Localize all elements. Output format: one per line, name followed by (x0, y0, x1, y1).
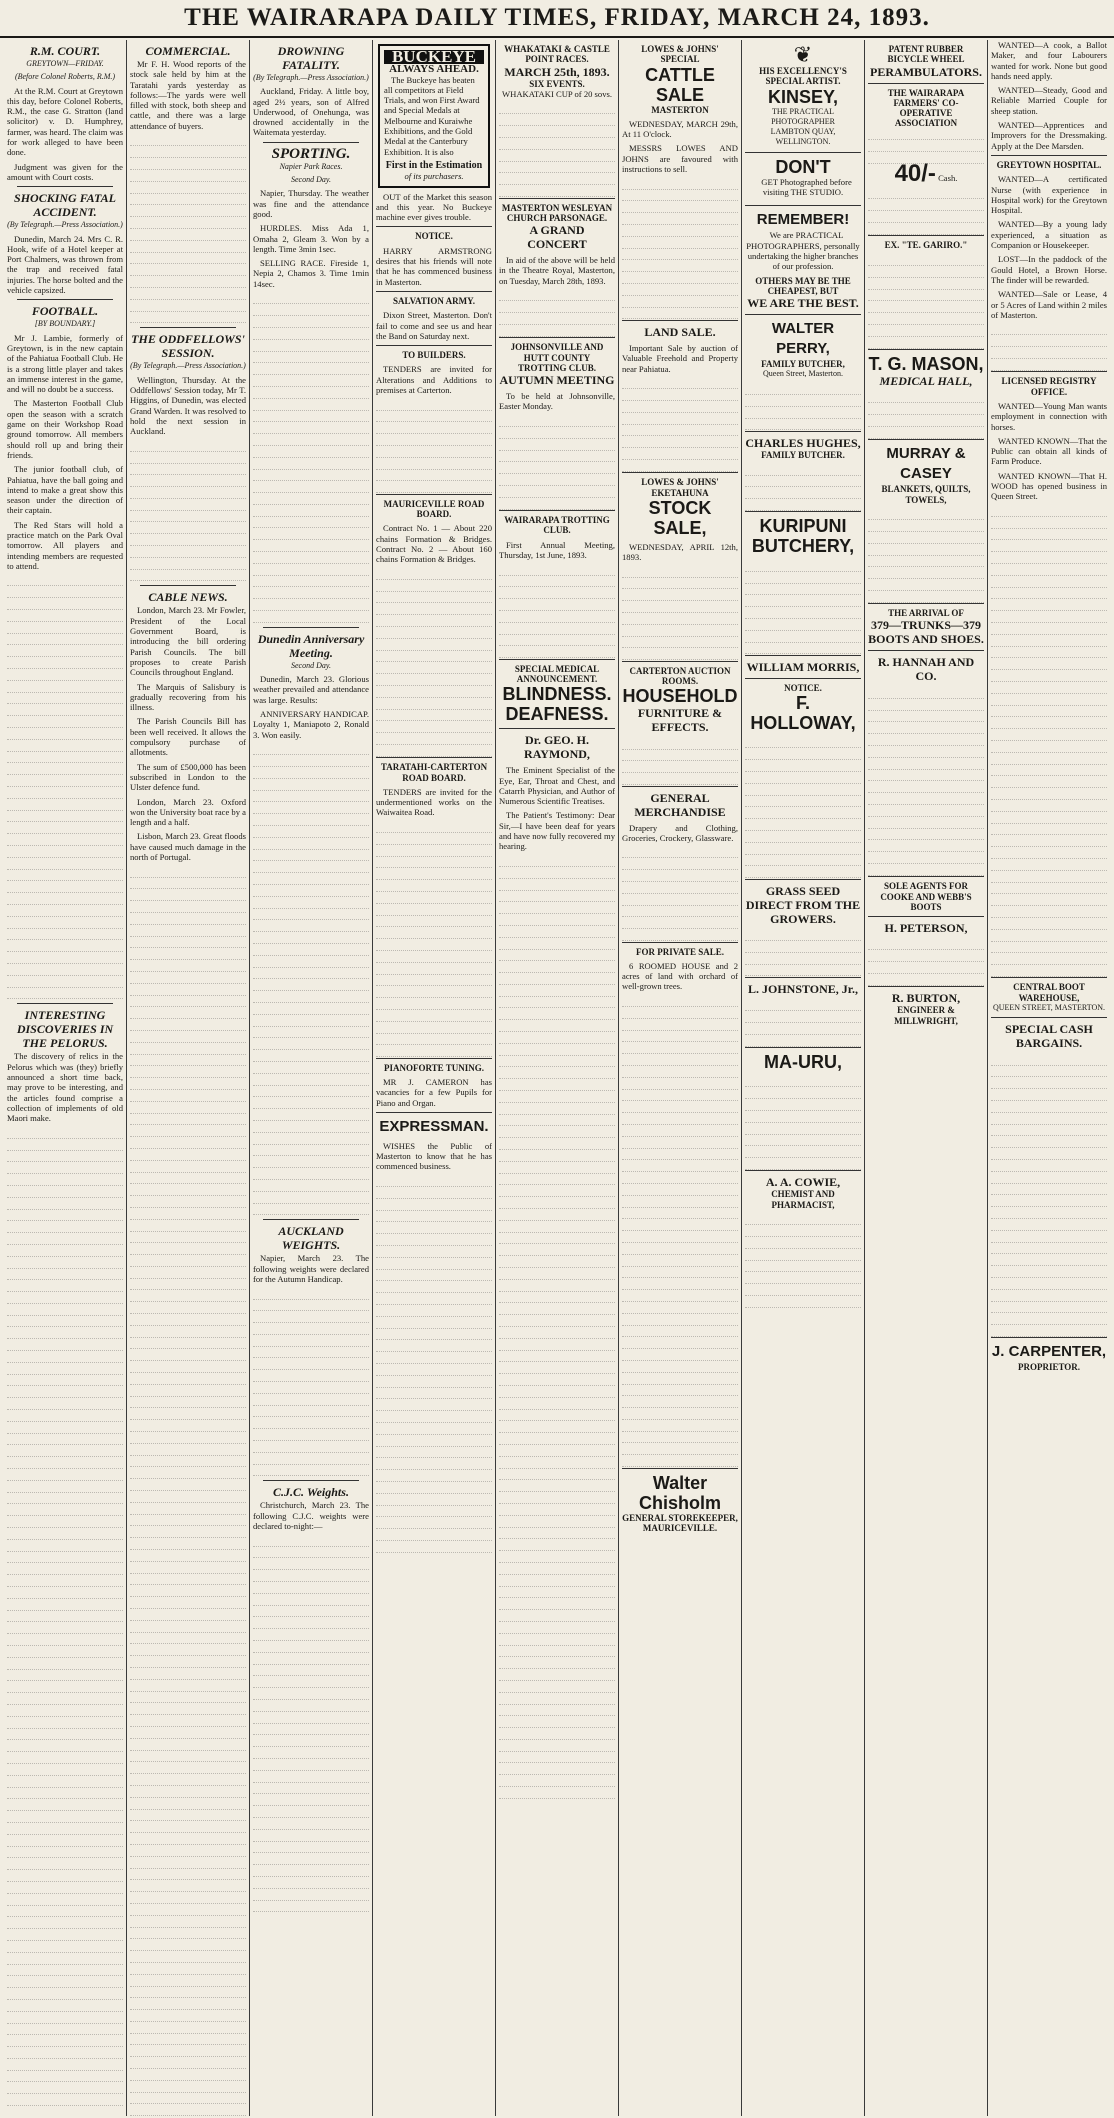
carpenter-heading: J. CARPENTER, (991, 1343, 1107, 1361)
article-paragraph: Napier, Thursday. The weather was fine and the attendance good. (253, 188, 369, 219)
taratahi-road-board-heading: TARATAHI-CARTERTON ROAD BOARD. (380, 762, 488, 783)
queen-street-label-2: QUEEN STREET, MASTERTON. (992, 1003, 1106, 1013)
column-6 (619, 40, 742, 2116)
lowes-johns-heading: LOWES & JOHNS' (641, 44, 719, 54)
land-sale-heading: LAND SALE. (644, 324, 716, 339)
cattle-sale-heading: CATTLE SALE (645, 64, 715, 105)
column-9 (988, 40, 1110, 2116)
article-paragraph: Dunedin, March 24. Mrs C. R. Hook, wife of a Hotel keeper at Port Chalmers, was thrown from the trap and received fatal injuries. The horse bolted and the vehicle capsized. (7, 233, 123, 296)
article-paragraph: Wellington, Thursday. At the Oddfellows' Session today, Mr T. Higgins, of Dunedin, was elected Grand Warden. It was resolved to hold the next session in Auckland. (130, 374, 246, 437)
perambulators-heading: PERAMBULATORS. (870, 64, 982, 79)
holloway-heading: F. HOLLOWAY, (750, 693, 856, 734)
sporting-heading: SPORTING. (271, 145, 351, 162)
proprietor-label: PROPRIETOR. (1017, 1362, 1081, 1373)
classified-ad: WANTED—Steady, Good and Reliable Married Couple for sheep station. (991, 85, 1107, 116)
classified-ad: WANTED—Sale or Lease, 4 or 5 Acres of Land within 2 miles of Masterton. (991, 289, 1107, 320)
peterson-heading: H. PETERSON, (884, 921, 968, 936)
article-paragraph: Judgment was given for the amount with Court costs. (7, 161, 123, 182)
article-paragraph: First Annual Meeting, Thursday, 1st June, 1893. (499, 539, 615, 560)
masthead-title: THE WAIRARAPA DAILY TIMES, FRIDAY, MARCH 24, 1893. (0, 0, 1114, 38)
article-paragraph: Contract No. 1 — About 220 chains Formation & Bridges. Contract No. 2 — About 160 chains Formation & Bridges. (376, 523, 492, 565)
johnsonville-trotting-heading: JOHNSONVILLE AND HUTT COUNTY TROTTING CLUB. (510, 342, 604, 373)
buckeye-sub: ALWAYS AHEAD. (389, 63, 479, 76)
divider (263, 627, 359, 628)
article-paragraph: Napier, March 23. The following weights were declared for the Autumn Handicap. (253, 1253, 369, 1284)
remember-heading: REMEMBER! (756, 211, 850, 229)
eketahuna-label: EKETAHUNA (651, 487, 709, 498)
queen-street-label: Queen Street, Masterton. (763, 369, 843, 379)
article-paragraph: The Parish Councils Bill has been well received. It allows the compulsory purchase of allotments. (130, 716, 246, 758)
pelorus-heading: INTERESTING DISCOVERIES IN THE PELORUS. (16, 1008, 114, 1051)
classified-ad: WANTED—Apprentices and Improvers for the Dressmaking. Apply at the Dee Marsden. (991, 120, 1107, 151)
classified-ad: WANTED—A cook, a Ballot Maker, and four Labourers wanted for work. None but good hands need apply. (991, 40, 1107, 81)
article-paragraph: London, March 23. Oxford won the University boat race by a length and a half. (130, 796, 246, 828)
article-paragraph: TENDERS are invited for Alterations and Additions to premises at Carterton. (376, 364, 492, 396)
carterton-auction-heading: CARTERTON AUCTION ROOMS. (629, 665, 731, 687)
arrival-label: THE ARRIVAL OF (888, 608, 964, 619)
column-8 (865, 40, 988, 2116)
notice-heading: NOTICE. (415, 231, 453, 242)
walter-perry-heading: WALTER PERRY, (771, 320, 835, 358)
lambton-quay-label: LAMBTON QUAY, WELLINGTON. (770, 127, 836, 147)
article-paragraph: WEDNESDAY, MARCH 29th, At 11 O'clock. (622, 118, 738, 140)
mauriceville-label: MAURICEVILLE. (642, 1522, 718, 1533)
masterton-label: MASTERTON (651, 104, 709, 115)
trunks-heading: 379—TRUNKS—379 (870, 618, 981, 633)
column-2 (127, 40, 250, 2116)
cjc-weights-heading: C.J.C. Weights. (273, 1485, 349, 1500)
column-3 (250, 40, 373, 2116)
classified-ad: WANTED—By a young lady experienced, a situation as Companion or Housekeeper. (991, 219, 1107, 251)
buckeye-sub2: First in the Estimation (385, 159, 483, 171)
cash-bargains-heading: SPECIAL CASH BARGAINS. (1005, 1022, 1093, 1051)
article-paragraph: The junior football club, of Pahiatua, have the ball going and intend to make a great show this season under the direction of their captain. (7, 464, 123, 516)
article-paragraph: OUT of the Market this season and this year. No Buckeye machine ever gives trouble. (376, 191, 492, 223)
blankets-label: BLANKETS, QUILTS, TOWELS, (881, 484, 971, 505)
article-paragraph: Auckland, Friday. A little boy, aged 2½ years, son of Alfred Underwood, of Onehunga, was drowned accidentally in the Waitemata yesterday. (253, 86, 369, 138)
article-paragraph: Dixon Street, Masterton. Don't fail to come and see us and hear the Band on Saturday next. (376, 310, 492, 341)
dont-heading: DON'T (775, 156, 831, 177)
dr-raymond-heading: Dr. GEO. H. RAYMOND, (524, 733, 590, 762)
price-value: 40/- (894, 160, 936, 188)
divider (140, 327, 236, 328)
classified-ad: WANTED KNOWN—That H. WOOD has opened business in Queen Street. (991, 470, 1107, 502)
press-association-sub: (By Telegraph.—Press Association.) (7, 220, 123, 230)
private-sale-heading: FOR PRIVATE SALE. (636, 946, 724, 957)
classified-ad: WANTED KNOWN—That the Public can obtain all kinds of Farm Produce. (991, 435, 1107, 467)
divider (17, 186, 113, 187)
to-builders-heading: TO BUILDERS. (402, 350, 466, 361)
oddfellows-sub: (By Telegraph.—Press Association.) (130, 361, 246, 371)
murray-casey-heading: MURRAY & CASEY (886, 445, 966, 483)
butchery-heading: BUTCHERY, (751, 536, 855, 557)
divider (263, 142, 359, 143)
deafness-heading: DEAFNESS. (505, 704, 609, 725)
tg-mason-heading: T. G. MASON, (868, 354, 984, 375)
burton-heading: R. BURTON, (891, 991, 961, 1006)
household-heading: HOUSEHOLD (622, 686, 738, 707)
article-paragraph: Important Sale by auction of Valuable Freehold and Property near Pahiatua. (622, 342, 738, 374)
article-paragraph: The discovery of relics in the Pelorus which was (they) briefly announced a short time back, may prove to be interesting, and the articles found comprise a collection of implements of old Maori make. (7, 1051, 123, 1124)
special-artist-heading: HIS EXCELLENCY'S SPECIAL ARTIST. (759, 66, 847, 87)
article-paragraph: At the R.M. Court at Greytown this day, before Colonel Roberts, R.M., the case G. Stratton (land solicitor) v. D. Humphrey, farmer, was heard. The claim was for work alleged to have been done. (7, 85, 123, 158)
buckeye-body: The Buckeye has beaten all competitors at Field Trials, and won First Award and Special Medals at Melbourne and Kuraiwhe Exhibitions, and the Gold Medal at the Canterbury Exhibition. It is also (384, 74, 480, 157)
article-paragraph: TENDERS are invited for the undermentioned works on the Waiwaitea Road. (376, 786, 492, 818)
storekeeper-label: GENERAL STOREKEEPER, (622, 1512, 738, 1523)
grass-seed-heading: GRASS SEED DIRECT FROM THE GROWERS. (745, 883, 861, 926)
auckland-weights-heading: AUCKLAND WEIGHTS. (278, 1224, 344, 1253)
article-paragraph: To be held at Johnsonville, Easter Monday. (499, 391, 615, 412)
article-paragraph: Mr J. Lambie, formerly of Greytown, is in the new captain of the Pahiatua Football Club. He is a strong little player and takes an immense interest in the game, and will no doubt be a success. (7, 332, 123, 395)
article-paragraph: The Red Stars will hold a practice match on the Park Oval tomorrow. All players and intending members are requested to attend. (7, 519, 123, 571)
article-paragraph: The Marquis of Salisbury is gradually recovering from his illness. (130, 681, 246, 713)
column-4 (373, 40, 496, 2116)
cable-news-heading: CABLE NEWS. (148, 590, 228, 605)
buckeye-title: BUCKEYE (384, 50, 484, 64)
medical-hall-heading: MEDICAL HALL, (879, 374, 973, 389)
article-paragraph: HARRY ARMSTRONG desires that his friends will note that he has commenced business in Masterton. (376, 245, 492, 287)
family-butcher-label-2: FAMILY BUTCHER. (761, 449, 845, 460)
cowie-heading: A. A. COWIE, (765, 1175, 841, 1190)
commercial-heading: COMMERCIAL. (145, 44, 231, 58)
price-cash-label: Cash. (938, 173, 958, 184)
johnstone-heading: L. JOHNSTONE, Jr., (747, 981, 859, 996)
boots-shoes-heading: BOOTS AND SHOES. (868, 632, 984, 647)
special-label: SPECIAL (660, 54, 700, 65)
buckeye-advert (378, 44, 490, 188)
registry-office-heading: LICENSED REGISTRY OFFICE. (1001, 376, 1097, 397)
furniture-effects-heading: FURNITURE & EFFECTS. (637, 706, 723, 735)
article-paragraph: Drapery and Clothing, Groceries, Crockery, Glassware. (622, 822, 738, 843)
divider (140, 585, 236, 586)
rm-court-sub2: (Before Colonel Roberts, R.M.) (14, 72, 116, 82)
wairarapa-trotting-heading: WAIRARAPA TROTTING CLUB. (504, 515, 610, 536)
bicycle-wheel-heading: PATENT RUBBER BICYCLE WHEEL (887, 44, 965, 65)
te-gariro-heading: EX. "TE. GARIRO." (884, 240, 968, 251)
napier-races-sub: Napier Park Races. (279, 161, 343, 171)
article-paragraph: The Patient's Testimony: Dear Sir,—I have been deaf for years and have now fully recovered my hearing. (499, 810, 615, 852)
article-paragraph: We are PRACTICAL PHOTOGRAPHERS, personally undertaking the higher branches of our profession. (746, 230, 860, 272)
we-are-best: WE ARE THE BEST. (747, 296, 859, 311)
article-paragraph: ANNIVERSARY HANDICAP. Loyalty 1, Maniapoto 2, Ronald 3. Won easily. (253, 709, 369, 740)
drowning-sub: (By Telegraph.—Press Association.) (253, 73, 369, 82)
general-merchandise-heading: GENERAL MERCHANDISE (634, 790, 726, 819)
article-paragraph: GET Photographed before visiting THE STUDIO. (761, 176, 852, 198)
rm-court-sub: GREYTOWN—FRIDAY. (26, 59, 104, 68)
walter-chisholm-heading: Walter Chisholm (638, 1472, 721, 1513)
football-sub: [BY BOUNDARY.] (34, 319, 96, 329)
classified-ad: LOST—In the paddock of the Gould Hotel, a Brown Horse. The finder will be rewarded. (991, 254, 1107, 285)
whakataki-date: MARCH 25th, 1893. (504, 64, 610, 79)
ma-uru-heading: MA-URU, (764, 1052, 842, 1073)
second-day-sub: Second Day. (291, 175, 331, 185)
photographer-label: THE PRACTICAL PHOTOGRAPHER (771, 106, 835, 126)
article-paragraph: SELLING RACE. Fireside 1, Nepia 2, Chamos 3. Time 1min 14sec. (253, 258, 369, 289)
crest-icon: ❦ (793, 42, 813, 67)
charles-hughes-heading: CHARLES HUGHES, (745, 435, 861, 450)
engineer-label: ENGINEER & MILLWRIGHT, (894, 1005, 958, 1026)
whakataki-races-heading: WHAKATAKI & CASTLE POINT RACES. (504, 44, 610, 65)
divider (17, 299, 113, 300)
second-day-sub: Second Day. (291, 660, 331, 670)
six-events: SIX EVENTS. (529, 78, 585, 89)
medical-announcement-heading: SPECIAL MEDICAL ANNOUNCEMENT. (514, 663, 600, 684)
article-paragraph: HURDLES. Miss Ada 1, Omaha 2, Gleam 3. Won by a length. Time 3min 1sec. (253, 223, 369, 254)
article-paragraph: MR J. CAMERON has vacancies for a few Pupils for Piano and Organ. (376, 1076, 492, 1108)
kinsey-heading: KINSEY, (767, 86, 839, 107)
farmers-association-heading: THE WAIRARAPA FARMERS' CO-OPERATIVE ASSOCIATION (887, 87, 965, 129)
family-butcher-label: FAMILY BUTCHER, (761, 359, 845, 370)
chemist-label: CHEMIST AND PHARMACIST, (771, 1189, 835, 1210)
drowning-heading: DROWNING FATALITY. (277, 44, 345, 72)
whakataki-cup: WHAKATAKI CUP of 20 sovs. (502, 88, 612, 99)
classified-ad: WANTED—A certificated Nurse (with experience in Hospital work) for the Greytown Hospital. (991, 174, 1107, 216)
column-1 (4, 40, 127, 2116)
mauriceville-road-board-heading: MAURICEVILLE ROAD BOARD. (383, 498, 485, 519)
column-5 (496, 40, 619, 2116)
fatal-accident-heading: SHOCKING FATAL ACCIDENT. (14, 191, 116, 220)
article-paragraph: WEDNESDAY, APRIL 12th, 1893. (622, 541, 738, 563)
article-paragraph: MESSRS LOWES AND JOHNS are favoured with instructions to sell. (622, 143, 738, 175)
grand-concert: A GRAND CONCERT (527, 223, 587, 252)
expressman-heading: EXPRESSMAN. (379, 1117, 489, 1135)
hannah-co-heading: R. HANNAH AND CO. (877, 655, 975, 684)
pianoforte-tuning-heading: PIANOFORTE TUNING. (383, 1062, 485, 1073)
oddfellows-heading: THE ODDFELLOWS' SESSION. (131, 332, 245, 361)
lowes-johns-heading-2: LOWES & JOHNS' (641, 477, 719, 488)
cheapest-label: OTHERS MAY BE THE CHEAPEST, BUT (755, 275, 851, 296)
wesleyan-church-heading: MASTERTON WESLEYAN CHURCH PARSONAGE. (501, 202, 613, 223)
autumn-meeting: AUTUMN MEETING (499, 373, 615, 388)
football-heading: FOOTBALL. (31, 304, 99, 319)
greytown-hospital-heading: GREYTOWN HOSPITAL. (996, 159, 1102, 170)
article-paragraph: Dunedin, March 23. Glorious weather prevailed and attendance was large. Results: (253, 674, 369, 705)
article-paragraph: The Masterton Football Club open the season with a scratch game on their Workshop Road ground tomorrow. All members should roll up and bring their friends. (7, 398, 123, 460)
divider (263, 1219, 359, 1220)
columns-container (4, 40, 1110, 2116)
classified-ad: WANTED—Young Man wants employment in connection with horses. (991, 400, 1107, 432)
column-7 (742, 40, 865, 2116)
stock-sale-heading: STOCK SALE, (648, 497, 712, 538)
buckeye-tail: of its purchasers. (404, 171, 464, 182)
divider (17, 1003, 113, 1004)
blindness-heading: BLINDNESS. (502, 684, 612, 705)
article-paragraph: WISHES the Public of Masterton to know that he has commenced business. (376, 1140, 492, 1172)
article-paragraph: The Eminent Specialist of the Eye, Ear, Throat and Chest, and Catarrh Physician, and Author of Numerous Scientific Treatises. (499, 765, 615, 807)
salvation-army-heading: SALVATION ARMY. (392, 295, 476, 306)
article-paragraph: The sum of £500,000 has been subscribed in London to the Ulster defence fund. (130, 761, 246, 793)
article-paragraph: Lisbon, March 23. Great floods have caused much damage in the north of Portugal. (130, 831, 246, 862)
article-paragraph: In aid of the above will be held in the Theatre Royal, Masterton, on Tuesday, March 28th, 1893. (499, 255, 615, 286)
dunedin-anniversary-heading: Dunedin Anniversary Meeting. (257, 631, 365, 660)
william-morris-heading: WILLIAM MORRIS, (746, 659, 860, 674)
article-paragraph: London, March 23. Mr Fowler, President of the Local Government Board, is introducing the bill ordering Parish Councils. The bill proposes to create Parish Councils throughout England. (130, 605, 246, 678)
rm-court-heading: R.M. COURT. (29, 44, 101, 58)
article-paragraph: Mr F. H. Wood reports of the stock sale held by him at the Taratahi yards yesterday as follows:—The yards were well filled with stock, both sheep and cattle, and there was a large attendance of buyers. (130, 59, 246, 131)
kuripuni-heading: KURIPUNI (759, 516, 847, 537)
notice-heading-2: NOTICE. (784, 682, 822, 693)
central-boot-heading: CENTRAL BOOT WAREHOUSE, (1013, 982, 1085, 1003)
article-paragraph: 6 ROOMED HOUSE and 2 acres of land with orchard of well-grown trees. (622, 960, 738, 992)
divider (263, 1480, 359, 1481)
sole-agents-heading: SOLE AGENTS FOR COOKE AND WEBB'S BOOTS (880, 881, 972, 912)
article-paragraph: Christchurch, March 23. The following C.J.C. weights were declared to-night:— (253, 1500, 369, 1532)
